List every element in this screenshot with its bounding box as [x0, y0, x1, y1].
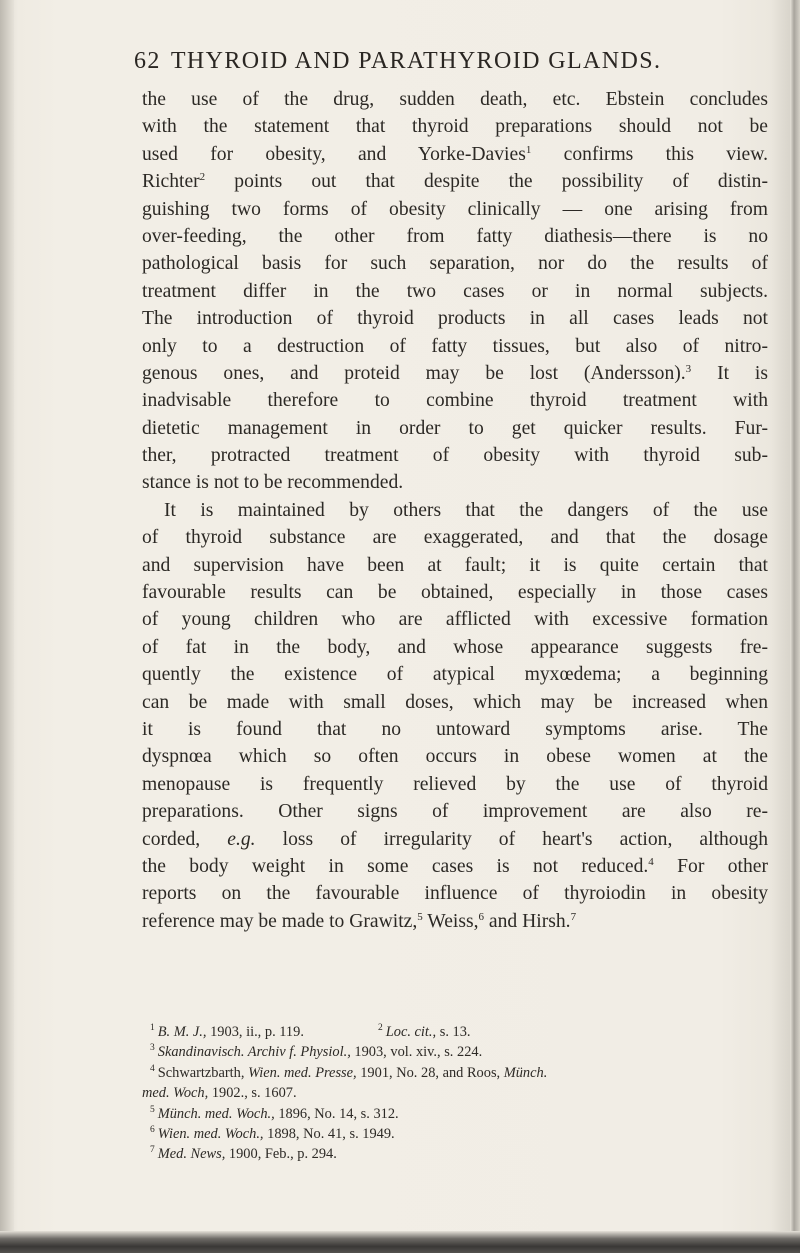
footnotes: [142, 1022, 770, 1165]
text-line: guishing two forms of obesity clinically — one arising from: [142, 198, 768, 220]
footnote: $^2$ Loc. cit., s. 13.: [378, 1023, 471, 1040]
text-line: pathological basis for such separation, nor do the results of: [142, 253, 768, 275]
text-line: only to a destruction of fatty tissues, but also of nitro-: [142, 335, 768, 357]
text-line: genous ones, and proteid may be lost (Andersson).$^3$ It is: [142, 362, 768, 384]
footnote-ref: 2: [199, 171, 206, 184]
footnote-ref: 1: [525, 143, 532, 156]
text-line: with the statement that thyroid preparations should not be: [142, 116, 768, 138]
scan-bottom-edge: [0, 1231, 800, 1253]
body-text: [142, 86, 768, 935]
text-line: can be made with small doses, which may be increased when: [142, 691, 768, 713]
text-line: dietetic management in order to get quicker results. Fur-: [142, 417, 768, 439]
footnote-continuation: med. Woch, 1902., s. 1607.: [142, 1085, 297, 1102]
text-line: dyspnœa which so often occurs in obese women at the: [142, 746, 768, 768]
text-line: it is found that no untoward symptoms arise. The: [142, 718, 768, 740]
text-line: reports on the favourable influence of thyroiodin in obesity: [142, 883, 768, 905]
text-line: and supervision have been at fault; it is quite certain that: [142, 554, 768, 576]
running-title: THYROID AND PARATHYROID GLANDS.: [170, 48, 662, 74]
text-line: The introduction of thyroid products in all cases leads not: [142, 308, 768, 330]
text-line: over-feeding, the other from fatty diathesis—there is no: [142, 225, 768, 247]
page-number: 62: [134, 48, 161, 74]
text-line: used for obesity, and Yorke-Davies$^1$ confirms this view.: [142, 143, 768, 165]
text-line: ther, protracted treatment of obesity with thyroid sub-: [142, 445, 768, 467]
text-line: stance is not to be recommended.: [142, 472, 404, 494]
footnote: $^5$ Münch. med. Woch., 1896, No. 14, s. 312.: [150, 1104, 399, 1122]
text-line: the use of the drug, sudden death, etc. Ebstein concludes: [142, 89, 768, 110]
page-edge: [790, 0, 800, 1253]
footnote-ref: 6: [478, 910, 485, 923]
text-line: reference may be made to Grawitz,$^5$ Weiss,$^6$ and Hirsh.$^7$: [142, 910, 577, 932]
text-line: inadvisable therefore to combine thyroid treatment with: [142, 390, 768, 412]
footnote-ref: 7: [570, 910, 577, 923]
text-line: favourable results can be obtained, especially in those cases: [142, 582, 768, 604]
text-line: of thyroid substance are exaggerated, and that the dosage: [142, 527, 768, 549]
footnote: $^4$ Schwartzbarth, Wien. med. Presse, 1901, No. 28, and Roos, Münch.: [150, 1063, 548, 1081]
footnote: $^3$ Skandinavisch. Archiv f. Physiol., 1903, vol. xiv., s. 224.: [150, 1043, 483, 1061]
text-line: preparations. Other signs of improvement are also re-: [142, 801, 768, 823]
text-line: the body weight in some cases is not reduced.$^4$ For other: [142, 855, 768, 877]
paragraph-start: It is maintained by others that the dangers of the use: [164, 499, 768, 521]
text-line: treatment differ in the two cases or in normal subjects.: [142, 280, 768, 302]
footnote: $^6$ Wien. med. Woch., 1898, No. 41, s. 1949.: [150, 1124, 395, 1142]
binding-shadow: [0, 0, 14, 1253]
footnote-ref: 5: [417, 910, 423, 923]
footnote-ref: 3: [685, 362, 692, 375]
footnote: $^1$ B. M. J., 1903, ii., p. 119. $^2$ Loc. cit., s. 13.: [150, 1022, 770, 1042]
footnote: $^7$ Med. News, 1900, Feb., p. 294.: [150, 1145, 337, 1163]
running-header: [134, 48, 774, 75]
text-line: corded, e.g. loss of irregularity of heart's action, although: [142, 828, 768, 850]
text-line: quently the existence of atypical myxœdema; a beginning: [142, 664, 768, 686]
text-line: menopause is frequently relieved by the use of thyroid: [142, 773, 768, 795]
footnote-ref: 4: [648, 855, 654, 868]
text-line: of fat in the body, and whose appearance suggests fre-: [142, 636, 768, 658]
text-line: Richter$^2$ points out that despite the possibility of distin-: [142, 171, 768, 193]
text-line: of young children who are afflicted with excessive formation: [142, 609, 768, 631]
